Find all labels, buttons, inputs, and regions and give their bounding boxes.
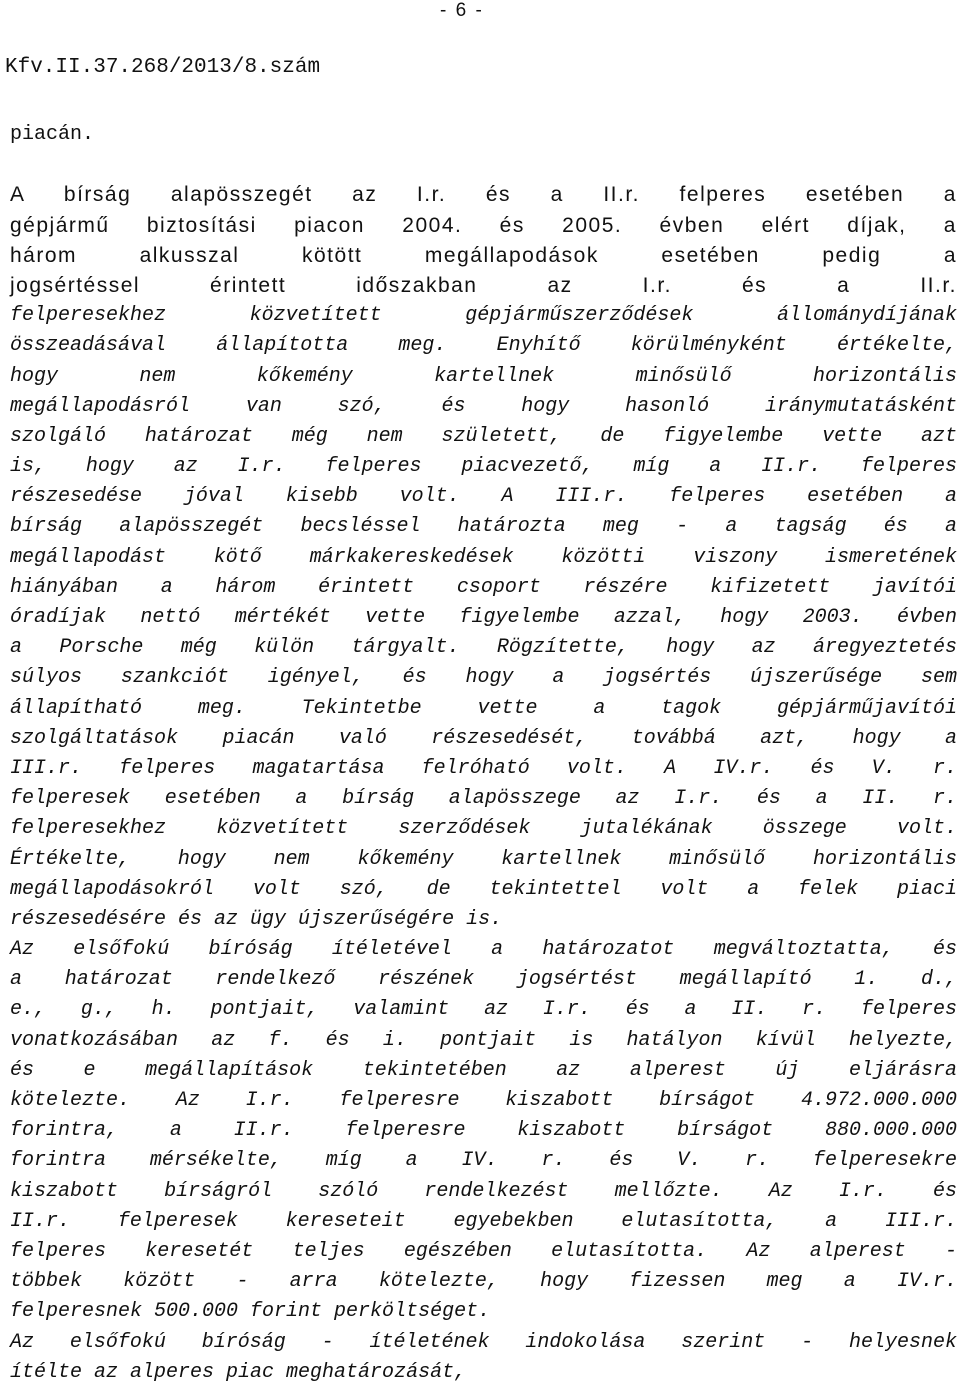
text-line: III.r. felperes magatartása felróható volt. A IV.r. és V. r.	[10, 756, 957, 780]
text-line: ítélte az alperes piac meghatározását,	[10, 1360, 467, 1384]
text-line: óradíjak nettó mértékét vette figyelembe azzal, hogy 2003. évben	[10, 606, 957, 629]
text-line: három alkusszal kötött megállapodások esetében pedig a	[10, 243, 957, 267]
text-line: bírság alapösszegét becsléssel határozta meg - a tagság és a	[10, 515, 957, 539]
text-line: többek között - arra kötelezte, hogy fizessen meg a IV.r.	[10, 1270, 957, 1294]
text-line: piacán.	[10, 123, 95, 146]
text-line: Értékelte, hogy nem kőkemény kartellnek minősülő horizontális	[10, 847, 957, 871]
blank-line	[10, 150, 957, 180]
text-line: megállapodást kötő márkakereskedések közötti viszony ismeretének	[10, 545, 957, 569]
text-line: összeadásával állapította meg. Enyhítő körülményként értékelte,	[10, 334, 957, 358]
text-line: állapítható meg. Tekintetbe vette a tagok gépjárműjavítói	[10, 696, 957, 720]
text-line: jogsértéssel érintett időszakban az I.r. és a II.r.	[10, 273, 957, 297]
text-line: súlyos szankciót igényel, és hogy a jogsértés újszerűsége sem	[10, 666, 957, 690]
text-line: is, hogy az I.r. felperes piacvezető, míg a II.r. felperes	[10, 455, 957, 479]
text-line: A bírság alapösszegét az I.r. és a II.r. felperes esetében a	[10, 183, 957, 207]
text-line: gépjármű biztosítási piacon 2004. és 2005. évben elért díjak, a	[10, 213, 957, 237]
text-line: felperesek esetében a bírság alapösszege az I.r. és a II. r.	[10, 787, 957, 811]
text-line: részesedésére és az ügy újszerűségére is.	[10, 907, 503, 931]
case-reference: Kfv.II.37.268/2013/8.szám	[5, 56, 321, 79]
text-line: forintra, a II.r. felperesre kiszabott bírságot 880.000.000	[10, 1119, 957, 1143]
text-line: Az elsőfokú bíróság - ítéletének indokolása szerint - helyesnek	[10, 1330, 957, 1354]
text-line: a Porsche még külön tárgyalt. Rögzítette, hogy az áregyeztetés	[10, 636, 957, 660]
text-line: részesedése jóval kisebb volt. A III.r. felperes esetében a	[10, 485, 957, 509]
text-line: megállapodásokról volt szó, de tekintettel volt a felek piaci	[10, 877, 957, 901]
text-line: II.r. felperesek kereseteit egyebekben elutasította, a III.r.	[10, 1209, 957, 1233]
text-line: és e megállapítások tekintetében az alperest új eljárásra	[10, 1058, 957, 1082]
document-body	[10, 120, 957, 1388]
text-line: kiszabott bírságról szóló rendelkezést mellőzte. Az I.r. és	[10, 1179, 957, 1203]
text-line: hiányában a három érintett csoport részére kifizetett javítói	[10, 575, 957, 599]
text-line: forintra mérsékelte, míg a IV. r. és V. r. felperesekre	[10, 1149, 957, 1173]
text-line: szolgáltatások piacán való részesedését, továbbá azt, hogy a	[10, 726, 957, 750]
text-line: Az elsőfokú bíróság ítéletével a határozatot megváltoztatta, és	[10, 938, 957, 962]
text-line: felperes keresetét teljes egészében elutasította. Az alperest -	[10, 1239, 957, 1263]
text-line: e., g., h. pontjait, valamint az I.r. és a II. r. felperes	[10, 998, 957, 1022]
text-line: szolgáló határozat még nem született, de figyelembe vette azt	[10, 424, 957, 448]
text-line: felperesekhez közvetített szerződések jutalékának összege volt.	[10, 817, 957, 841]
text-line: kötelezte. Az I.r. felperesre kiszabott bírságot 4.972.000.000	[10, 1089, 957, 1112]
page-number: - 6 -	[440, 0, 484, 21]
text-line: felperesnek 500.000 forint perköltséget.	[10, 1300, 491, 1324]
text-line: a határozat rendelkező részének jogsértést megállapító 1. d.,	[10, 968, 957, 992]
text-line: megállapodásról van szó, és hogy hasonló iránymutatásként	[10, 394, 957, 418]
text-line: vonatkozásában az f. és i. pontjait is hatályon kívül helyezte,	[10, 1028, 957, 1052]
text-line: hogy nem kőkemény kartellnek minősülő horizontális	[10, 364, 957, 388]
text-line: felperesekhez közvetített gépjárműszerződések állománydíjának	[10, 304, 957, 328]
